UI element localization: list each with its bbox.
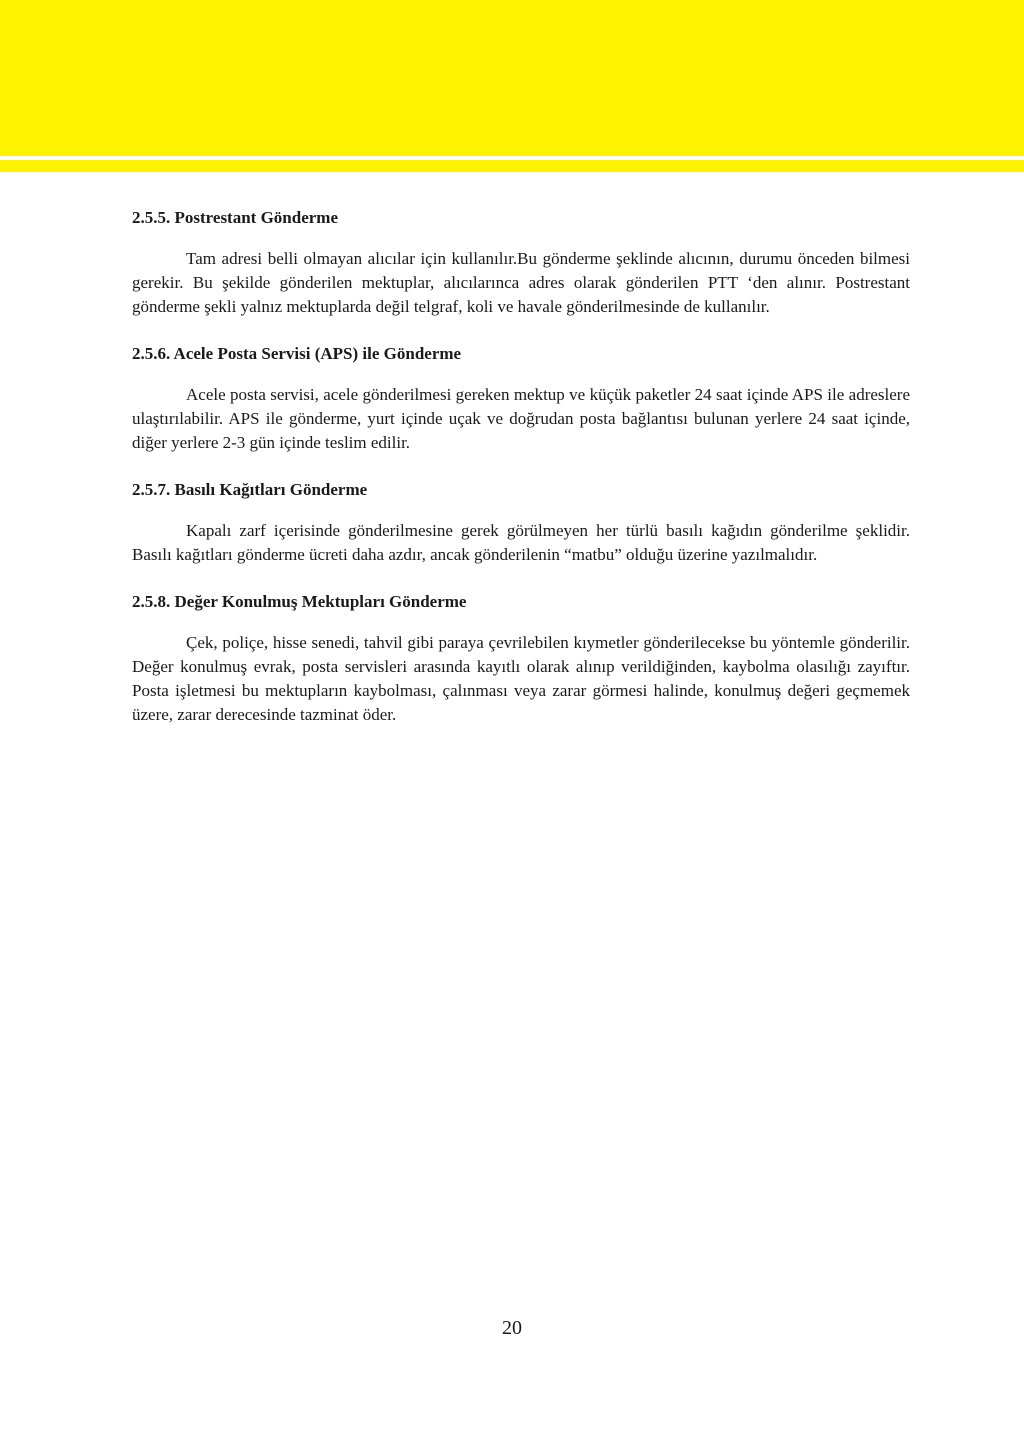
- section-2-5-6: [132, 342, 910, 455]
- section-heading: 2.5.6. Acele Posta Servisi (APS) ile Gönderme: [132, 344, 462, 363]
- section-paragraph: Kapalı zarf içerisinde gönderilmesine gerek görülmeyen her türlü basılı kağıdın gönderilme şeklidir. Basılı kağıtları gönderme ücreti daha azdır, ancak gönderilenin “matbu” olduğu üzerine yazılmalıdır.: [132, 521, 910, 564]
- header-band: [0, 0, 1024, 156]
- section-2-5-8: [132, 590, 910, 727]
- section-heading: 2.5.7. Basılı Kağıtları Gönderme: [132, 480, 368, 499]
- page-number: 20: [502, 1317, 522, 1339]
- section-paragraph: Acele posta servisi, acele gönderilmesi gereken mektup ve küçük paketler 24 saat içinde APS ile adreslere ulaştırılabilir. APS ile gönderme, yurt içinde uçak ve doğrudan posta bağlantısı bulunan yerlere 24 saat içinde, diğer yerlere 2-3 gün içinde teslim edilir.: [132, 385, 910, 452]
- section-heading: 2.5.8. Değer Konulmuş Mektupları Gönderme: [132, 592, 467, 611]
- section-2-5-7: [132, 478, 910, 567]
- header-stripe: [0, 160, 1024, 172]
- section-heading: 2.5.5. Postrestant Gönderme: [132, 208, 339, 227]
- document-body: [132, 206, 910, 750]
- section-paragraph: Tam adresi belli olmayan alıcılar için kullanılır.Bu gönderme şeklinde alıcının, durumu önceden bilmesi gerekir. Bu şekilde gönderilen mektuplar, alıcılarınca adres olarak gönderilen PTT ‘den alınır. Postrestant gönderme şekli yalnız mektuplarda değil telgraf, koli ve havale gönderilmesinde de kullanılır.: [132, 249, 910, 316]
- section-2-5-5: [132, 206, 910, 319]
- section-paragraph: Çek, poliçe, hisse senedi, tahvil gibi paraya çevrilebilen kıymetler gönderilecekse bu yöntemle gönderilir. Değer konulmuş evrak, posta servisleri arasında kayıtlı olarak alınıp verildiğinden, kaybolma olasılığı zayıftır. Posta işletmesi bu mektupların kaybolması, çalınması veya zarar görmesi halinde, konulmuş değeri geçmemek üzere, zarar derecesinde tazminat öder.: [132, 633, 910, 724]
